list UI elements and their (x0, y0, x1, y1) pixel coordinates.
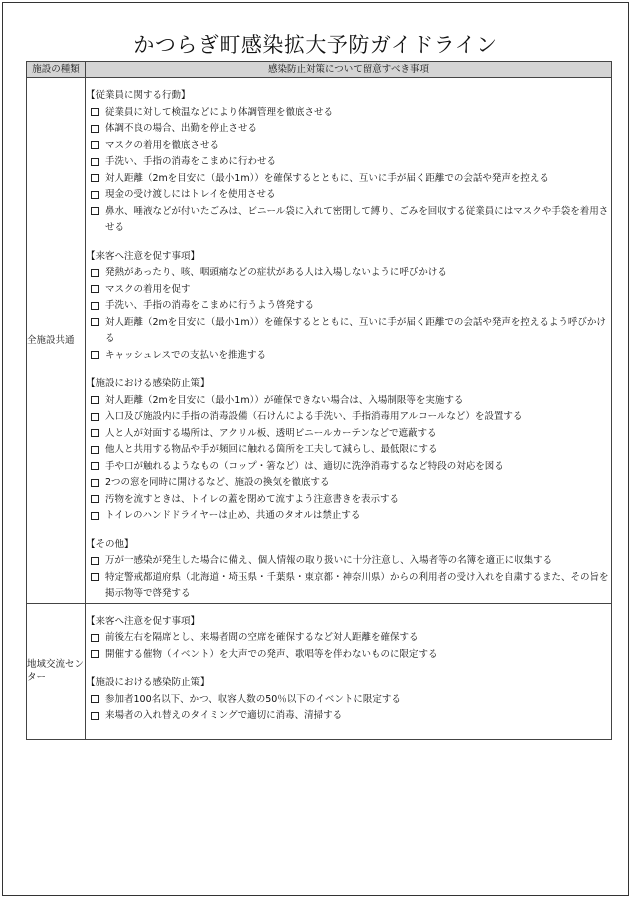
section-heading: 【施設における感染防止策】 (86, 378, 210, 389)
checkbox-icon (91, 429, 99, 437)
list-item: 体調不良の場合、出勤を停止させる (86, 121, 611, 138)
section (86, 675, 611, 725)
checkbox-icon (91, 318, 99, 326)
checkbox-icon (91, 207, 99, 215)
page-title: かつらぎ町感染拡大予防ガイドライン (133, 33, 498, 57)
list-item: 対人距離（2mを目安に（最小1m））が確保できない場合は、入場制限等を実施する (86, 393, 611, 410)
facility-name: 全施設共通 (27, 78, 86, 604)
checkbox-icon (91, 557, 99, 565)
checkbox-icon (91, 269, 99, 277)
header-facility-type: 施設の種類 (27, 62, 86, 78)
checkbox-icon (91, 108, 99, 116)
checkbox-icon (91, 462, 99, 470)
list-item: 前後左右を隔席とし、来場者間の空席を確保するなど対人距離を確保する (86, 630, 611, 647)
list-item: キャッシュレスでの支払いを推進する (86, 348, 611, 365)
section-heading: 【その他】 (86, 538, 134, 550)
checkbox-icon (91, 285, 99, 293)
checkbox-icon (91, 174, 99, 182)
guideline-table (26, 61, 612, 740)
section-heading: 【来客へ注意を促す事項】 (86, 615, 201, 627)
section-heading: 【施設における感染防止策】 (86, 677, 210, 688)
list-item: 人と人が対面する場所は、アクリル板、透明ビニールカーテンなどで遮蔽する (86, 426, 611, 443)
list-item: マスクの着用を促す (86, 282, 611, 299)
list-item: 従業員に対して検温などにより体調管理を徹底させる (86, 105, 611, 122)
document-page (2, 2, 629, 896)
header-measures: 感染防止対策について留意すべき事項 (86, 62, 612, 78)
checkbox-icon (91, 141, 99, 149)
section-heading: 【従業員に関する行動】 (86, 90, 191, 101)
checkbox-icon (91, 695, 99, 703)
checkbox-icon (91, 512, 99, 520)
checkbox-icon (91, 191, 99, 199)
checkbox-icon (91, 125, 99, 133)
checkbox-icon (91, 158, 99, 166)
checkbox-icon (91, 495, 99, 503)
section (86, 249, 611, 365)
list-item: 入口及び施設内に手指の消毒設備（石けんによる手洗い、手指消毒用アルコールなど）を設置する (86, 409, 611, 426)
table-row (27, 78, 612, 604)
checkbox-icon (91, 479, 99, 487)
checkbox-icon (91, 650, 99, 658)
list-item: 来場者の入れ替えのタイミングで適切に消毒、清掃する (86, 708, 611, 725)
list-item: 開催する催物（イベント）を大声での発声、歌唱等を伴わないものに限定する (86, 647, 611, 664)
checkbox-icon (91, 446, 99, 454)
section (86, 376, 611, 525)
section (86, 88, 611, 237)
list-item: 対人距離（2mを目安に（最小1m））を確保するとともに、互いに手が届く距離での会話や発声を控える (86, 171, 611, 188)
list-item: 2つの窓を同時に開けるなど、施設の換気を徹底する (86, 475, 611, 492)
list-item: マスクの着用を徹底させる (86, 138, 611, 155)
list-item: 手洗い、手指の消毒をこまめに行わせる (86, 154, 611, 171)
measures-cell (86, 78, 612, 604)
checkbox-icon (91, 413, 99, 421)
checkbox-icon (91, 573, 99, 581)
list-item: 鼻水、唾液などが付いたごみは、ビニール袋に入れて密閉して縛り、ごみを回収する従業員にはマスクや手袋を着用させる (86, 204, 611, 237)
checkbox-icon (91, 712, 99, 720)
section (86, 614, 611, 664)
checkbox-icon (91, 351, 99, 359)
list-item: 汚物を流すときは、トイレの蓋を閉めて流すよう注意書きを表示する (86, 492, 611, 509)
checkbox-icon (91, 302, 99, 310)
list-item: 発熱があったり、咳、咽頭痛などの症状がある人は入場しないように呼びかける (86, 265, 611, 282)
checkbox-icon (91, 634, 99, 642)
facility-name: 地域交流センター (27, 603, 86, 739)
list-item: トイレのハンドドライヤーは止め、共通のタオルは禁止する (86, 508, 611, 525)
section (86, 537, 611, 603)
section-heading: 【来客へ注意を促す事項】 (86, 250, 201, 262)
list-item: 現金の受け渡しにはトレイを使用させる (86, 187, 611, 204)
list-item: 手や口が触れるようなもの（コップ・箸など）は、適切に洗浄消毒するなど特段の対応を図る (86, 459, 611, 476)
list-item: 参加者100名以下、かつ、収容人数の50％以下のイベントに限定する (86, 692, 611, 709)
list-item: 手洗い、手指の消毒をこまめに行うよう啓発する (86, 298, 611, 315)
table-row (27, 603, 612, 739)
checkbox-icon (91, 396, 99, 404)
measures-cell (86, 603, 612, 739)
table-header-row (27, 62, 612, 78)
list-item: 万が一感染が発生した場合に備え、個人情報の取り扱いに十分注意し、入場者等の名簿を適正に収集する (86, 553, 611, 570)
list-item: 対人距離（2mを目安に（最小1m））を確保するとともに、互いに手が届く距離での会話や発声を控えるよう呼びかける (86, 315, 611, 348)
list-item: 特定警戒都道府県（北海道・埼玉県・千葉県・東京都・神奈川県）からの利用者の受け入れを自粛するまた、その旨を掲示物等で啓発する (86, 570, 611, 603)
list-item: 他人と共用する物品や手が頻回に触れる箇所を工夫して減らし、最低限にする (86, 442, 611, 459)
